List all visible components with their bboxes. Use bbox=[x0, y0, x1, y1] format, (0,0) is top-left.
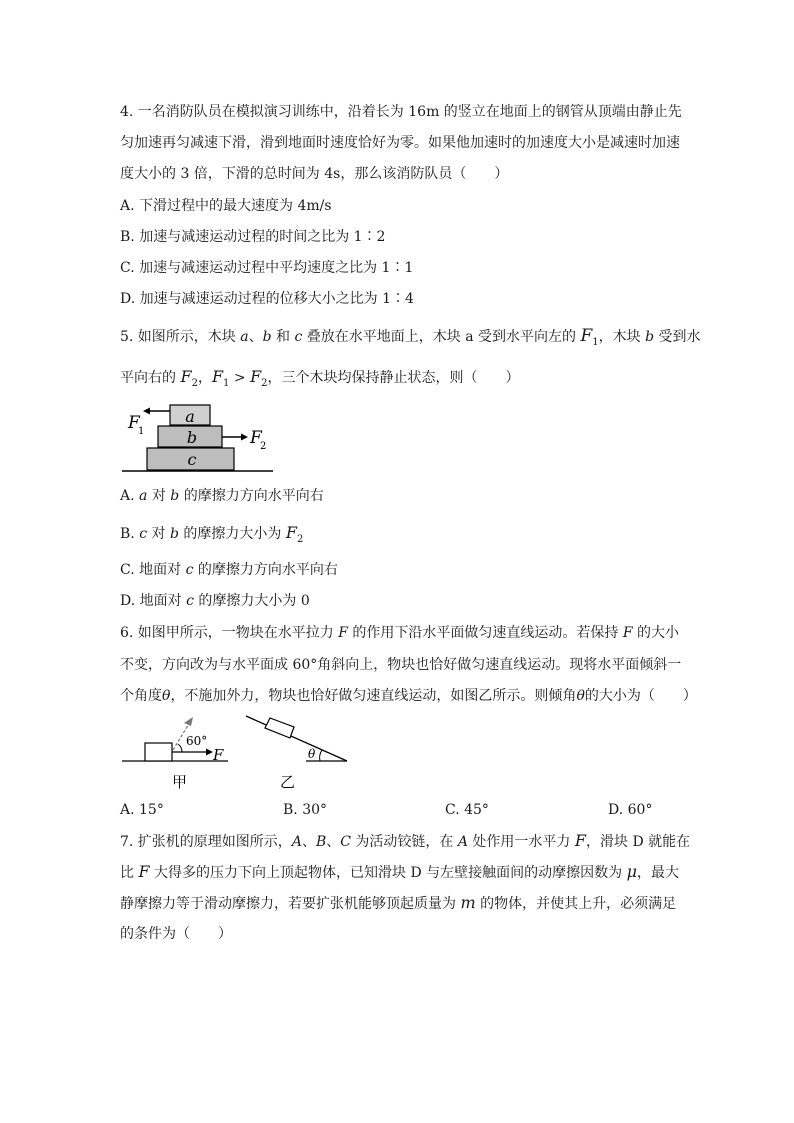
force-f1-arrowhead bbox=[143, 408, 150, 415]
q4-stem-line1: 4. 一名消防队员在模拟演习训练中，沿着长为 16m 的竖立在地面上的钢管从顶端由静止先 bbox=[120, 104, 682, 120]
q6-option-d: D. 60° bbox=[608, 802, 653, 818]
q7-stem-line2: 比 F 大得多的压力下向上顶起物体，已知滑块 D 与左壁接触面间的动摩擦因数为 μ，最大 bbox=[120, 862, 679, 881]
block-c-label: c bbox=[187, 450, 197, 469]
force-f-label: F bbox=[213, 746, 224, 764]
q7-stem-line3: 静摩擦力等于滑动摩擦力，若要扩张机能够顶起质量为 m 的物体，并使其上升，必须满足 bbox=[120, 893, 677, 912]
caption-jia: 甲 bbox=[172, 773, 188, 791]
q5-stacked-blocks-figure bbox=[118, 398, 278, 478]
incline-surface bbox=[246, 716, 347, 761]
block-on-incline bbox=[265, 718, 294, 738]
q6-stem-line1: 6. 如图甲所示，一物块在水平拉力 F 的作用下沿水平面做匀速直线运动。若保持 F 的大小 bbox=[120, 625, 680, 641]
block bbox=[145, 743, 172, 761]
q6-stem-line2: 不变，方向改为与水平面成 60°角斜向上，物块也恰好做匀速直线运动。现将水平面倾斜一 bbox=[120, 657, 682, 673]
q5-option-c: C. 地面对 c 的摩擦力方向水平向右 bbox=[120, 562, 338, 578]
block-b-label: b bbox=[186, 428, 198, 447]
caption-yi: 乙 bbox=[280, 773, 296, 791]
q4-option-a: A. 下滑过程中的最大速度为 4m/s bbox=[120, 198, 332, 214]
force-f-arrowhead bbox=[206, 749, 213, 756]
q7-stem-line4: 的条件为（ ） bbox=[120, 926, 232, 942]
q5-stem-line2: 平向右的 $F_2$，$F_1 > F_2$，三个木块均保持静止状态，则（ ） bbox=[120, 367, 520, 389]
force-f1-label: F bbox=[128, 413, 140, 433]
tilted-force-arrowhead bbox=[184, 717, 193, 726]
q4-option-c: C. 加速与减速运动过程中平均速度之比为 1∶1 bbox=[120, 260, 414, 276]
q7-stem-line1: 7. 扩张机的原理如图所示，A、B、C 为活动铰链，在 A 处作用一水平力 F，滑块 D 就能在 bbox=[120, 831, 691, 850]
q4-stem-line3: 度大小的 3 倍，下滑的总时间为 4s，那么该消防队员（ ） bbox=[120, 166, 509, 182]
q5-stem-line1: 5. 如图所示，木块 a、b 和 c 叠放在水平地面上，木块 a 受到水平向左的 $F_1$，木块 b 受到水 bbox=[120, 326, 701, 348]
q4-option-d: D. 加速与减速运动过程的位移大小之比为 1∶4 bbox=[120, 291, 414, 307]
q4-stem-line2: 匀加速再匀减速下滑，滑到地面时速度恰好为零。如果他加速时的加速度大小是减速时加速 bbox=[120, 135, 680, 151]
force-f1-subscript: 1 bbox=[138, 426, 145, 437]
force-f2-label: F bbox=[250, 428, 262, 448]
theta-arc bbox=[320, 750, 322, 761]
q5-option-d: D. 地面对 c 的摩擦力大小为 0 bbox=[120, 593, 310, 609]
q5-option-b: B. c 对 b 的摩擦力大小为 $F_2$ bbox=[120, 523, 304, 545]
q4-option-b: B. 加速与减速运动过程的时间之比为 1∶2 bbox=[120, 229, 386, 245]
block-a-label: a bbox=[185, 407, 195, 426]
theta-label: θ bbox=[308, 747, 316, 761]
q6-option-c: C. 45° bbox=[445, 802, 489, 818]
angle-arc bbox=[178, 744, 182, 752]
force-f2-arrowhead bbox=[241, 434, 248, 441]
force-f2-subscript: 2 bbox=[260, 441, 267, 452]
q6-stem-line3: 个角度θ，不施加外力，物块也恰好做匀速直线运动，如图乙所示。则倾角θ的大小为（ ） bbox=[120, 688, 697, 704]
q6-figure-jia bbox=[120, 712, 235, 792]
q5-option-a: A. a 对 b 的摩擦力方向水平向右 bbox=[120, 488, 324, 504]
q6-figure-yi bbox=[240, 712, 352, 792]
q6-option-b: B. 30° bbox=[283, 802, 328, 818]
angle-60-label: 60° bbox=[186, 734, 208, 748]
q6-option-a: A. 15° bbox=[120, 802, 164, 818]
